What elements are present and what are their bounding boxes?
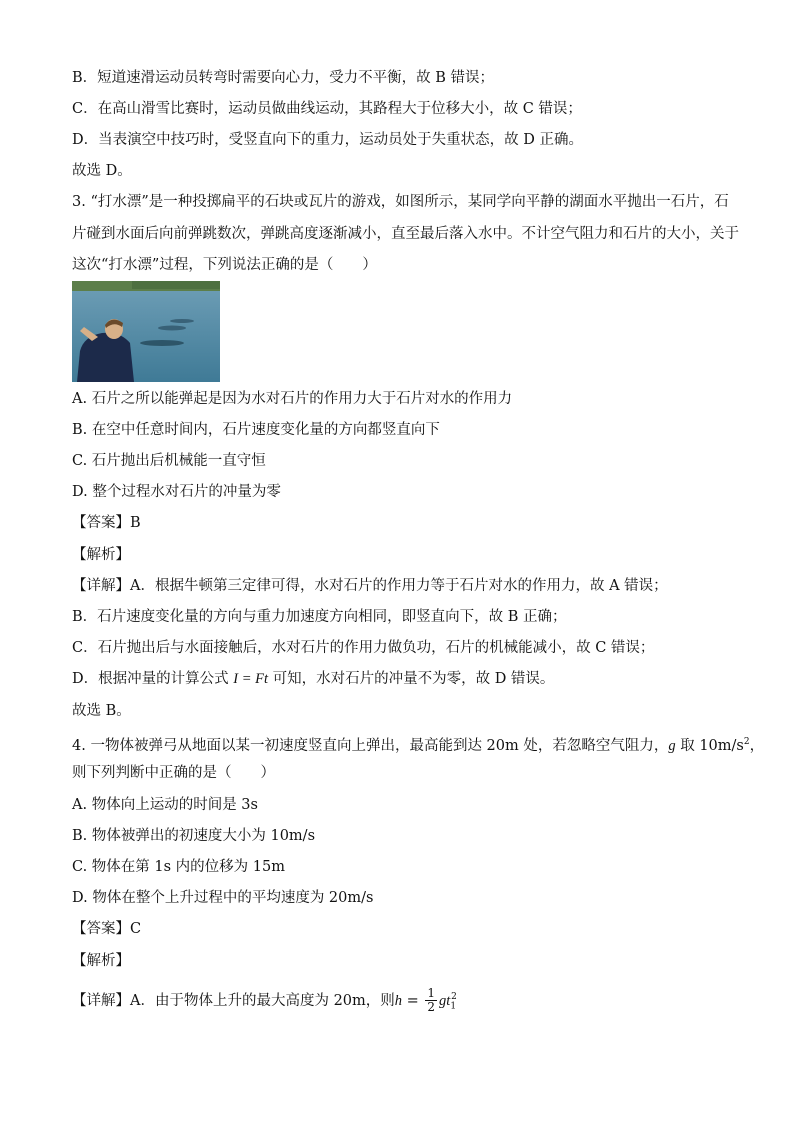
gravity-symbol: g (668, 737, 676, 754)
q4-stem-text-c: ， (749, 737, 765, 754)
detail-a-text: 【详解】A．由于物体上升的最大高度为 20m，则 (72, 992, 395, 1009)
q3-stem-line1: 3. “打水漂”是一种投掷扁平的石块或瓦片的游戏，如图所示，某同学向平静的湖面水平抛出一石片，石 (72, 194, 729, 210)
answer-label: 【答案】 (72, 921, 130, 937)
stone-skipping-photo-icon (72, 281, 220, 382)
q3-option-c: C. 石片抛出后机械能一直守恒 (72, 453, 266, 469)
q3-option-b: B. 在空中任意时间内，石片速度变化量的方向都竖直向下 (72, 422, 440, 438)
q3-stem-line2: 片碰到水面后向前弹跳数次，弹跳高度逐渐减小，直至最后落入水中。不计空气阻力和石片的大小，关于 (72, 226, 739, 242)
q3-detail-b: B．石片速度变化量的方向与重力加速度方向相同，即竖直向下，故 B 正确； (72, 609, 567, 625)
t-exponent: 2 (451, 992, 457, 1002)
q3-option-a: A. 石片之所以能弹起是因为水对石片的作用力大于石片对水的作用力 (72, 391, 513, 407)
t-subscript: 1 (450, 1001, 457, 1012)
detail-d-text-b: 可知，水对石片的冲量不为零，故 D 错误。 (267, 671, 555, 687)
q4-option-b: B. 物体被弹出的初速度大小为 10m/s (72, 828, 316, 844)
fraction-numerator: 1 (427, 986, 436, 1001)
q4-stem-text-a: 4. 一物体被弹弓从地面以某一初速度竖直向上弹出，最高能到达 20m 处，若忽略空气阻力， (72, 737, 669, 754)
q4-answer (72, 919, 141, 939)
option-c-explanation-prev: C．在高山滑雪比赛时，运动员做曲线运动，其路程大于位移大小，故 C 错误； (72, 101, 582, 117)
q3-stem-line3: 这次“打水漂”过程，下列说法正确的是（ ） (72, 257, 377, 273)
fraction-denominator: 2 (427, 1000, 436, 1015)
q4-stem-text-b: 取 10m/s (675, 737, 744, 754)
q3-detail-a: 【详解】A．根据牛顿第三定律可得，水对石片的作用力等于石片对水的作用力，故 A 错误； (72, 578, 668, 594)
height-symbol: h (394, 992, 403, 1009)
detail-d-text-a: D．根据冲量的计算公式 (72, 671, 229, 687)
q3-option-d: D. 整个过程水对石片的冲量为零 (72, 484, 281, 500)
answer-label: 【答案】 (72, 515, 130, 531)
conclusion-prev: 故选 D。 (72, 163, 132, 179)
q3-analysis-label: 【解析】 (72, 547, 130, 563)
q3-detail-d (72, 669, 554, 689)
answer-value: B (130, 515, 141, 531)
option-d-explanation-prev: D．当表演空中技巧时，受竖直向下的重力，运动员处于失重状态，故 D 正确。 (72, 132, 583, 148)
q4-analysis-label: 【解析】 (72, 953, 130, 969)
q3-conclusion: 故选 B。 (72, 703, 131, 719)
unit-exponent: 2 (743, 737, 750, 747)
q4-option-c: C. 物体在第 1s 内的位移为 15m (72, 859, 285, 875)
q4-stem-line1 (72, 732, 764, 756)
q4-stem-line2: 则下列判断中正确的是（ ） (72, 765, 275, 781)
option-b-explanation-prev: B．短道速滑运动员转弯时需要向心力，受力不平衡，故 B 错误； (72, 70, 495, 86)
q4-option-d: D. 物体在整个上升过程中的平均速度为 20m/s (72, 890, 374, 906)
equals-sign: = (402, 992, 424, 1009)
gt-term: gt (439, 992, 451, 1009)
q4-detail-a (72, 983, 457, 1021)
fraction-one-half (425, 987, 437, 1014)
q3-answer (72, 513, 141, 533)
impulse-formula: I = Ft (233, 671, 268, 687)
q3-detail-c: C．石片抛出后与水面接触后，水对石片的作用力做负功，石片的机械能减小，故 C 错误； (72, 640, 655, 656)
answer-value: C (130, 921, 142, 937)
q4-option-a: A. 物体向上运动的时间是 3s (72, 797, 258, 813)
